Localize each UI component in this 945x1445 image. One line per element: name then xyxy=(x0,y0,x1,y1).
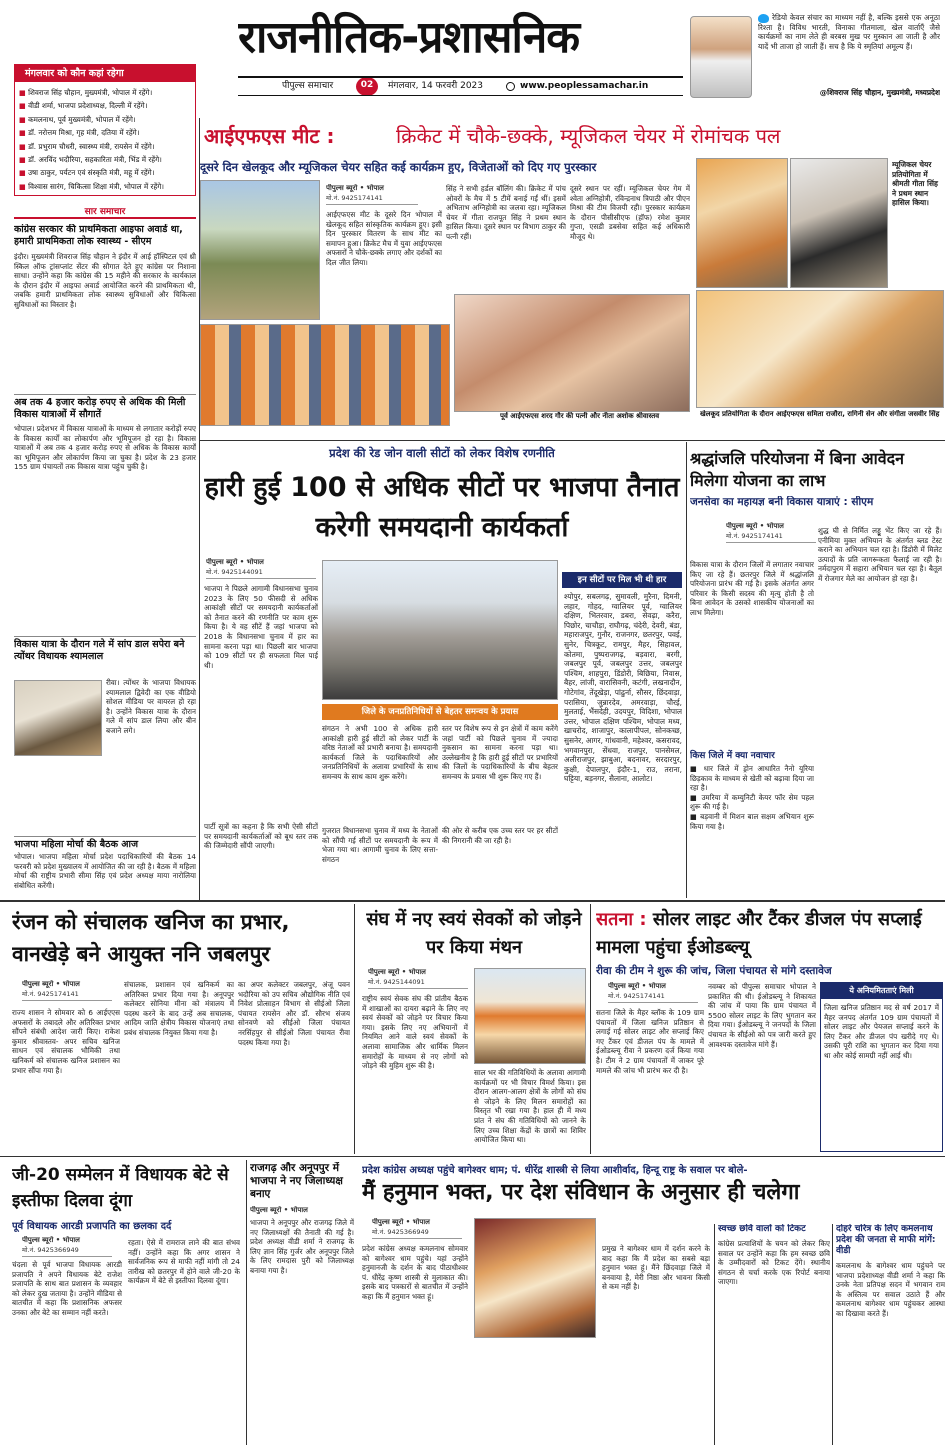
satna-headline-text: सोलर लाइट और टैंकर डीजल पंप सप्लाई मामला पहुंचा ईओडब्ल्यू xyxy=(596,909,922,958)
bageshwar-photo xyxy=(474,1218,596,1338)
quote-box xyxy=(690,0,945,100)
dohare-box xyxy=(836,1224,945,1445)
list-item: ■ डॉ. प्रभुराम चौधरी, स्वास्थ्य मंत्री, रायसेन में रहेंगे। xyxy=(19,141,155,151)
rss-col-2: साल भर की गतिविधियों के अलावा आगामी कार्यक्रमों पर भी विचार विमर्श किया। इस दौरान आलग-आलग क्षेत्रों के लोगों को संघ से जोड़ने के लिए मिलन समारोहों का विस्तृत भी रखा गया है। हाल ही में मध्य प्रांत ने संघ की गतिविधियों को जानने के लिए उच्च शिक्षा केंद्रों के छात्रों का शिविर आयोजित किया था। xyxy=(474,1068,586,1145)
irregularities-title: ये अनियमितताएं मिली xyxy=(821,983,942,999)
sports-women-caption: खेलकूद प्रतियोगिता के दौरान आईएफएस समिता राजौरा, रागिनी सेन और संगीता जसवीर सिंह xyxy=(700,410,940,418)
ifs-headline: क्रिकेट में चौके-छक्के, म्यूजिकल चेयर में रोमांचक पल xyxy=(396,124,781,148)
website[interactable]: www.peoplessamachar.in xyxy=(520,81,649,91)
shraddhanjali-headline: श्रद्धांजलि परियोजना में बिना आवेदन मिलेगा योजना का लाभ xyxy=(690,449,904,490)
quote-text: रेडियो केवल संचार का माध्यम नहीं है, बल्कि इससे एक अनूठा रिश्ता है। विविध भारती, विनाका गीतमाला, खेल वार्ताएँ जैसे कार्यक्रमों का नाम लेते ही बरबस मुख पर मुस्कान आ जाती है और यादें भी ताजा हो जाती हैं। सच है कि ये स्मृतियां अमूल्य हैं। xyxy=(758,13,940,51)
rss-march-photo xyxy=(474,968,586,1064)
list-item: ■ धार जिले में ड्रोन आधारित नैनो यूरिया छिड़काव के माध्यम से खेती को बढ़ावा दिया जा रहा है। xyxy=(690,764,814,793)
hanuman-story xyxy=(358,1160,945,1445)
shraddhanjali-col-1: विकास यात्रा के दौरान जिलों में लगातार नवाचार किए जा रहे हैं। छतरपुर जिले में श्रद्धांजलि परियोजना प्रारंभ की गई है। इसके अंतर्गत अगर परिवार के किसी सदस्य की मृत्यु होती है तो बिना आवेदन के उसको शासकीय योजनाओं का लाभ मिलेगा। xyxy=(690,560,814,617)
globe-icon xyxy=(506,82,515,91)
tickets-headline: स्वच्छ छवि वालों को टिकट xyxy=(718,1224,806,1234)
ifs-kicker: आईएफएस मीट : xyxy=(204,124,335,148)
winner-caption: म्यूजिकल चेयर प्रतियोगिता में श्रीमती गीता सिंह ने प्रथम स्थान हासिल किया। xyxy=(892,160,938,208)
brief-2-body: भोपाल। प्रदेशभर में विकास यात्राओं के माध्यम से लगातार करोड़ों रुपए के विकास कार्यों का लोकार्पण और भूमिपूजन हो रहा है। विकास यात्राओं में अब तक 4 हजार करोड़ रुपए से अधिक के विकास कार्यों का भूमिपूजन और लोकार्पण किया जा चुका है। प्रदेश के 23 हजार 155 ग्राम पंचायतों तक विकास यात्रा पहुंच चुकी है। xyxy=(14,424,196,472)
rajgarh-body: भाजपा ने अनूपपुर और राजगढ़ जिले में नए जिलाध्यक्षों की तैनाती की गई है। प्रदेश अध्यक्ष वीडी शर्मा ने राजगढ़ के लिए ज्ञान सिंह गुर्जर और अनूपपुर जिले के लिए रामदास पुरी को जिलाध्यक्ष बनाया गया है। xyxy=(250,1218,354,1275)
brief-1-headline: कांग्रेस सरकार की प्राथमिकता आइफा अवार्ड था, हमारी प्राथमिकता लोक स्वास्थ्य - सीएम xyxy=(14,224,183,247)
list-item: ■ बड़वानी में मिशन बाल सक्षम अभियान शुरू किया गया है। xyxy=(690,811,814,831)
ifs-story xyxy=(200,118,945,438)
ranjan-byline-block: पीपुल्स ब्यूरो • भोपाल मो.नं. 9425174141 xyxy=(22,980,112,1004)
dateline-bar xyxy=(238,76,683,96)
dohare-body: कमलनाथ के बागेश्वर धाम पहुंचने पर भाजपा प्रदेशाध्यक्ष वीडी शर्मा ने कहा कि उनके नेता प्रतिपक्ष सदन में भगवान राम के अस्तित्व पर सवाल उठाते हैं और कमलनाथ बागेश्वर धाम पहुंचकर आस्था का दिखावा करते हैं। xyxy=(836,1261,945,1318)
ifs-headline-bar xyxy=(200,118,945,158)
bjp-story xyxy=(200,442,684,898)
ranjan-story xyxy=(8,904,352,1154)
bjp-byline-block: पीपुल्स ब्यूरो • भोपाल मो.नं. 9425144091 xyxy=(206,558,316,582)
bjp-col-5: की ओर से करीब एक उच्च स्तर पर हर सीटों की निगरानी की जा रही है। xyxy=(442,826,558,845)
hanuman-col-2: प्रमुख ने बागेश्वर धाम में दर्शन करने के बाद कहा कि मैं प्रदेश का सबसे बड़ा हनुमान भक्त हूं। मैंने छिंदवाड़ा जिले में बनवाया है, मेरी निष्ठा और भावना किसी से कम नहीं है। xyxy=(602,1244,710,1292)
rajgarh-headline: राजगढ़ और अनूपपुर में भाजपा ने नए जिलाध्यक्ष बनाए xyxy=(250,1162,343,1200)
schedule-box-title: मंगलवार को कौन कहां रहेगा xyxy=(15,65,195,82)
quote-author: @शिवराज सिंह चौहान, मुख्यमंत्री, मध्यप्रदेश xyxy=(819,88,940,97)
section-title: राजनीतिक-प्रशासनिक xyxy=(238,12,580,63)
list-item: ■ विश्वास सारंग, चिकित्सा शिक्षा मंत्री, भोपाल में रहेंगे। xyxy=(19,181,165,191)
rss-headline: संघ में नए स्वयं सेवकों को जोड़ने पर किया मंथन xyxy=(366,909,582,958)
tickets-body: कांग्रेस प्रत्याशियों के चयन को लेकर किए सवाल पर उन्होंने कहा कि हम स्वच्छ छवि के उम्मीदवारों को टिकट देंगे। स्थानीय संगठन से चर्चा करके एक रिपोर्ट बनाया जाएगा। xyxy=(718,1239,830,1287)
list-item: ■ डॉ. नरोत्तम मिश्रा, गृह मंत्री, दतिया में रहेंगे। xyxy=(19,128,140,138)
women-group-caption: पूर्व आईएफएस शरद गौर की पत्नी और नीता अशोक श्रीवास्तव xyxy=(500,412,660,420)
ifs-byline-block: पीपुल्स ब्यूरो • भोपाल मो.नं. 9425174141 xyxy=(326,184,418,208)
list-item: ■ डॉ. अरविंद भदौरिया, सहकारिता मंत्री, भिंड में रहेंगे। xyxy=(19,155,162,165)
brief-1-body: इंदौर। मुख्यमंत्री शिवराज सिंह चौहान ने इंदौर में आई हॉस्पिटल एवं थ्री स्किल ऑफ ट्रांसप्लांट सेंटर की सौगात देते हुए कांग्रेस पर निशाना साधा। उन्होंने कहा कि कांग्रेस की 15 महीने की सरकार के कार्यकाल के दौरान इंदौर में आइफा अवार्ड आयोजित करने की प्राथमिकता थी, जबकि हमारी प्राथमिकता लोक स्वास्थ्य सुविधाओं और चिकित्सा सुविधाओं का विस्तार है। xyxy=(14,252,196,309)
g20-col-1: चंदला से पूर्व भाजपा विधायक आरडी प्रजापति ने अपने विधायक बेटे राजेश प्रजापति के साथ बात प्रशासन के व्यवहार को लेकर दुख जताया है। उन्होंने मीडिया से बातचीत में कहा कि प्रशासनिक अफसर उनका और बेटे का सम्मान नहीं करते। xyxy=(12,1260,122,1317)
cm-portrait xyxy=(690,16,752,98)
left-sidebar xyxy=(14,64,196,900)
seats-box-title: इन सीटों पर मिल भी थी हार xyxy=(562,572,682,588)
irregularities-box xyxy=(820,982,943,1152)
g20-byline-block: पीपुल्स ब्यूरो • भोपाल मो.नं. 9425366949 xyxy=(22,1236,112,1260)
dohare-headline: दोहरे चरित्र के लिए कमलनाथ प्रदेश की जनता से माफी मांगें: वीडी xyxy=(836,1224,936,1256)
seats-box xyxy=(562,572,682,894)
rss-byline-block: पीपुल्स ब्यूरो • भोपाल मो.नं. 9425144091 xyxy=(368,968,468,992)
ranjan-col-1: राज्य शासन ने सोमवार को 6 आईएएस अफसरों के तबादले और अतिरिक्त प्रभार सौंपने संबंधी आदेश जारी किए। राकेश कुमार श्रीवास्तव- अपर सचिव खनिज साधन एवं संचालक भौमिकी तथा खनिकर्म को संचालक खनिज प्रशासन का प्रभार सौंपा गया है। xyxy=(12,1008,120,1075)
cricket-photo xyxy=(200,180,320,320)
ranjan-col-2: संचालक, प्रशासन एवं खनिकर्म का अतिरिक्त प्रभार दिया गया है। अनूपपुर कलेक्टर सोनिया मीना को मंत्रालय में पदस्थ करने के बाद उन्हें अब सचालक, आदिम जाति क्षेत्रीय विकास योजनाएं तथा प्रबंध संचालक नियुक्त किया गया है। xyxy=(124,980,234,1037)
shraddhanjali-col-2: शुद्ध घी से निर्मित लड्डू भेंट किए जा रहे हैं। एनीमिया मुक्त अभियान के अंतर्गत ब्लड टेस्ट कराने का अभियान चल रहा है। डिंडोरी में मिलेट उत्पादों के प्रति जागरूकता फैलाई जा रही है। नर्मदापुरम में सहारा अभियान चल रहा है। बैतूल में रोजगार मेले का आयोजन हो रहा है। xyxy=(818,526,942,583)
schedule-box xyxy=(14,64,196,196)
bjp-col-1b: पार्टी सूत्रों का कहना है कि सभी ऐसी सीटों पर समयदानी कार्यकर्ताओं को बूथ स्तर तक की जिम्मेदारी सौंपी जाएगी। xyxy=(204,822,318,851)
ranjan-col-3: का अपर कलेक्टर जबलपुर, अंजू पवन भदौरिया को उप सचिव औद्योगिक नीति एवं निवेश प्रोत्साहन विभाग से सीईओ जिला पंचायत रायसेन और डॉ. सौरभ संजय सोनवणे को सीईओ जिला पंचायत नरसिंहपुर से सीईओ जिला पंचायत रीवा पदस्थ किया गया है। xyxy=(238,980,350,1047)
g20-story xyxy=(8,1160,244,1445)
g20-col-2: रहता। ऐसे में रामराज लाने की बात संभव नहीं। उन्होंने कहा कि अगर शासन ने सार्वजनिक रूप से माफी नहीं मांगी तो 24 तारीख को छतरपुर में होने वाले जी-20 के कार्यक्रम में बेटे से इस्तीफा दिलवा दूंगा। xyxy=(128,1238,240,1286)
bjp-kicker: प्रदेश की रेड जोन वाली सीटों को लेकर विशेष रणनीति xyxy=(329,446,555,460)
ifs-col-1: आईएफएस मीट के दूसरे दिन भोपाल में खेलकूद सहित सांस्कृतिक कार्यक्रम हुए। इसी दिन पुरस्कार वितरण के साथ मीट का समापन हुआ। क्रिकेट मैच में युवा आईएफएस अफसरों ने चौके-छक्के लगाए और दर्शकों का दिल जीत लिया। xyxy=(326,210,442,267)
shraddhanjali-byline-block: पीपुल्स ब्यूरो • भोपाल मो.नं. 9425174141 xyxy=(726,522,816,546)
seats-list: श्योपुर, सबलगढ़, सुमावली, मुरैना, दिमनी, लहार, गोहद, ग्वालियर पूर्व, ग्वालियर दक्षिण, भितरवार, डबरा, सेवढ़ा, करैरा, पिछोर, चाचौड़ा, राघौगढ़, चंदेरी, देवरी, बंडा, महाराजपुर, गुनौर, राजनगर, छतरपुर, पवई, सुनेर, चित्रकूट, रामपुर, मैहर, सिहावल, कोतमा, पुष्पराजगढ़, बड़वारा, बरगी, जबलपुर पूर्व, जबलपुर उत्तर, जबलपुर पश्चिम, शाहपुरा, डिंडोरी, बिछिया, निवास, बैहर, लांजी, वारासिवनी, कटंगी, लखनादौन, गोटेगांव, तेंदूखेड़ा, पांढुर्ना, सौसर, छिंदवाड़ा, परासिया, जुन्नारदेव, अमरवाड़ा, चौरई, मुलताई, भैंसदेही, उदयपुर, विदिशा, भोपाल उत्तर, भोपाल दक्षिण पश्चिम, भोपाल मध्य, खाचरोद, शाजापुर, कालापीपल, सोनकच्छ, सुसनेर, आगर, गांधवानी, महेश्वर, कसरावद, भगवानपुरा, सेंधवा, राजपुर, पानसेमल, अलीराजपुर, झाबुआ, बदनावर, सरदारपुर, कुक्षी, देपालपुर, इंदौर-1, राउ, तराना, घट्टिया, बड़नगर, सैलाना, आलोट। xyxy=(564,592,682,784)
ifs-col-2: सिंह ने सभी हर्डल बॉलिंग की। क्रिकेट में पांच ओवरों के मैच में 5 टीमें बनाई गईं थीं। इसमें अभिताभ अग्निहोत्री का जलवा रहा। म्यूजिकल चेयर में गीता राजपूत सिंह ने प्रथम स्थान हासिल किया। दूसरे स्थान पर विभाग ठाकुर की पत्नी रहीं। xyxy=(446,184,566,241)
bjp-col-3: स्तर पर विशेष रूप से इन क्षेत्रों में काम करेंगे जहां पार्टी को पिछले चुनाव में ज्यादा नुकसान का सामना करना पड़ा था। उल्लेखनीय है कि हारी हुई सीटों पर प्रभारियों की जिलों के पदाधिकारियों के बीच बेहतर समन्वय के प्रयास भी शुरू किए गए हैं। xyxy=(442,724,558,781)
list-item: ■ उषा ठाकुर, पर्यटन एवं संस्कृति मंत्री, महू में रहेंगे। xyxy=(19,168,155,178)
rajgarh-story xyxy=(248,1160,356,1445)
rajgarh-byline: पीपुल्स ब्यूरो • भोपाल xyxy=(250,1206,308,1214)
party-office-photo xyxy=(322,560,558,700)
musical-chair-photo xyxy=(696,158,788,288)
g20-subhead: पूर्व विधायक आरडी प्रजापति का छलका दर्द xyxy=(12,1221,172,1232)
satna-col-1: सतना जिले के मैहर ब्लॉक के 109 ग्राम पंचायतों में जिला खनिज प्रतिष्ठान से लगाई गई सोलर लाइट और सप्लाई किए गए टैंकर एवं डीजल पंप के मामले में ईओडब्ल्यू रीवा ने प्रकरण दर्ज किया गया है। टीम ने 2 ग्राम पंचायतों में जाकर पूरे मामले की जांच भी प्रारंभ कर दी है। xyxy=(596,1008,704,1075)
rss-story xyxy=(358,904,588,1154)
list-item: ■ उमरिया में कम्युनिटी केयर फॉर सेम पहल शुरू की गई है। xyxy=(690,792,814,812)
ranjan-headline: रंजन को संचालक खनिज का प्रभार, वानखेड़े बने आयुक्त ननि जबलपुर xyxy=(12,910,290,966)
shraddhanjali-story xyxy=(690,446,945,898)
list-item: ■ कमलनाथ, पूर्व मुख्यमंत्री, भोपाल में रहेंगे। xyxy=(19,114,136,124)
snake-mla-photo xyxy=(14,680,102,756)
winner-photo xyxy=(790,158,888,288)
rss-col-1: राष्ट्रीय स्वयं सेवक संघ की प्रांतीय बैठक में शाखाओं का दायरा बढ़ाने के लिए नए स्वयं सेवकों को जोड़ने पर विचार किया गया। इसके लिए नए अभियानों में नियमित आने वाले स्वयं सेवकों के अलावा सामाजिक और धार्मिक मिलन समारोहों के माध्यम से नए लोगों को जोड़ने की मुहिम शुरू की है। xyxy=(362,994,468,1071)
tickets-box xyxy=(718,1224,830,1445)
hanuman-byline-block: पीपुल्स ब्यूरो • भोपाल मो.नं. 9425366949 xyxy=(372,1218,462,1242)
satna-col-2: नवम्बर को पीपुल्स समाचार भोपाल ने प्रकाशित की थी। ईओडब्ल्यू ने शिकायत की जांच में पाया कि ग्राम पंचायत में 5500 सोलर लाइट के लिए भुगतान कर दिया गया। ईओडब्ल्यू ने जनपदों के जिला पंचायत के सीईओ को पत्र जारी करते हुए आवश्यक दस्तावेज मांगे हैं। xyxy=(708,982,816,1049)
g20-headline: जी-20 सम्मेलन में विधायक बेटे से इस्तीफा दिलवा दूंगा xyxy=(12,1165,229,1211)
brief-3-body: रीवा। त्योंथर के भाजपा विधायक श्यामलाल द्विवेदी का एक वीडियो सोशल मीडिया पर वायरल हो रहा है। उन्होंने विकास यात्रा के दौरान गले में सांप डाल लिया और बीन बजाने लगे। xyxy=(106,678,196,735)
photo-caption: जिले के जनप्रतिनिधियों से बेहतर समन्वय के प्रयास xyxy=(322,704,558,720)
women-group-photo xyxy=(454,294,690,412)
satna-headline xyxy=(596,906,941,962)
satna-byline-block: पीपुल्स ब्यूरो • भोपाल मो.नं. 9425174141 xyxy=(608,982,698,1006)
ifs-subhead: दूसरे दिन खेलकूद और म्यूजिकल चेयर सहित कई कार्यक्रम हुए, विजेताओं को दिए गए पुरस्कार xyxy=(200,160,597,174)
tug-of-war-photo xyxy=(200,324,450,426)
brief-3-headline: विकास यात्रा के दौरान गले में सांप डाल सपेरा बने त्योंथर विधायक श्यामलाल xyxy=(14,636,196,663)
innovation-subtitle: किस जिले में क्या नवाचार xyxy=(690,751,775,761)
brief-4-headline: भाजपा महिला मोर्चा की बैठक आज xyxy=(14,836,196,851)
list-item: ■ वीडी शर्मा, भाजपा प्रदेशाध्यक्ष, दिल्ली में रहेंगे। xyxy=(19,101,148,111)
paper-name: पीपुल्स समाचार xyxy=(282,81,334,91)
shraddhanjali-subhead: जनसेवा का महायज्ञ बनी विकास यात्राएं : सीएम xyxy=(690,496,874,508)
brief-4-body: भोपाल। भाजपा महिला मोर्चा प्रदेश पदाधिकारियों की बैठक 14 फरवरी को प्रदेश मुख्यालय में आयोजित की जा रही है। बैठक में महिला मोर्चा की राष्ट्रीय प्रभारी सीमा सिंह एवं प्रदेश अध्यक्ष माया नारोलिया संबोधित करेंगी। xyxy=(14,852,196,890)
bjp-col-1: भाजपा ने पिछले आगामी विधानसभा चुनाव 2023 के लिए 50 फीसदी से अधिक आकांक्षी सीटों पर समयदानी कार्यकर्ताओं को तैनात करने की रणनीति पर काम शुरू किया है। ये वह सीटें हैं जहां भाजपा को 2018 के विधानसभा चुनाव में हार का सामना करना पड़ा था। पिछली बार भाजपा को 109 सीटों पर ही सफलता मिल पाई थी। xyxy=(204,584,318,670)
satna-subhead: रीवा की टीम ने शुरू की जांच, जिला पंचायत से मांगे दस्तावेज xyxy=(596,965,832,977)
bjp-col-4: गुजरात विधानसभा चुनाव में मध्य के नेताओं को सौंपी गई सीटों पर समयदानी के रूप में भेजा गया था। आगामी चुनाव के लिए सत्ता-संगठन xyxy=(322,826,438,864)
satna-story xyxy=(592,904,945,1154)
sports-women-photo xyxy=(696,290,944,408)
bjp-headline: हारी हुई 100 से अधिक सीटों पर भाजपा तैनात करेगी समयदानी कार्यकर्ता xyxy=(204,472,680,543)
irregularities-body: जिला खनिज प्रतिष्ठान मद से वर्ष 2017 में मैहर जनपद अंतर्गत 109 ग्राम पंचायतों में सोलर लाइट और पेयजल सप्लाई करने के लिए टैंकर और डीजल पंप खरीदे गए थे। उसकी पूरी राशि का भुगतान कर दिया गया था और कोई सामग्री नहीं आई थी। xyxy=(824,1003,939,1060)
news-brief-label: सार समाचार xyxy=(14,204,196,219)
issue-date: मंगलवार, 14 फरवरी 2023 xyxy=(388,81,484,91)
satna-kicker: सतना : xyxy=(596,909,647,930)
page-number: 02 xyxy=(356,77,378,96)
hanuman-col-1: प्रदेश कांग्रेस अध्यक्ष कमलनाथ सोमवार को बागेश्वर धाम पहुंचे। यहां उन्होंने हनुमानजी के दर्शन के बाद पीठाधीश्वर पं. धीरेंद्र कृष्ण शास्त्री से मुलाकात की। इसके बाद पत्रकारों से बातचीत में उन्होंने कहा कि मैं हनुमान भक्त हूं। xyxy=(362,1244,468,1301)
brief-2-headline: अब तक 4 हजार करोड़ रुपए से अधिक की मिली विकास यात्राओं में सौगातें xyxy=(14,394,196,421)
hanuman-headline: मैं हनुमान भक्त, पर देश संविधान के अनुसार ही चलेगा xyxy=(362,1180,800,1205)
innovation-list xyxy=(690,764,814,894)
bjp-col-2: संगठन ने अभी 100 से अधिक हारी आकांक्षी हारी हुई सीटों को लेकर पार्टी के वरिष्ठ नेताओं को प्रभारी बनाया है। समयदानी कार्यकर्ता जिले के पदाधिकारियों और जनप्रतिनिधियों के अलावा प्रभारियों के साथ समन्वय के साथ काम शुरू करेंगे। xyxy=(322,724,438,781)
list-item: ■ शिवराज सिंह चौहान, मुख्यमंत्री, भोपाल में रहेंगे। xyxy=(19,88,153,97)
ifs-col-3: दूसरे स्थान पर रहीं। म्यूजिकल चेयर गेम में श्वेता अग्निहोत्री, रविन्द्रनाथ त्रिपाठी और पीएन मिश्रा की टीम विजयी रही। पुरस्कार कार्यक्रम के दौरान पीसीसीएफ (हॉफ) रमेश कुमार गुप्ता, एसडी डबसेवा सहित कई अधिकारी मौजूद थे। xyxy=(570,184,690,241)
schedule-list xyxy=(19,86,195,193)
hanuman-kicker: प्रदेश कांग्रेस अध्यक्ष पहुंचे बागेश्वर धाम; पं. धीरेंद्र शास्त्री से लिया आशीर्वाद, हिन्दू राष्ट्र के सवाल पर बोले- xyxy=(362,1165,748,1176)
